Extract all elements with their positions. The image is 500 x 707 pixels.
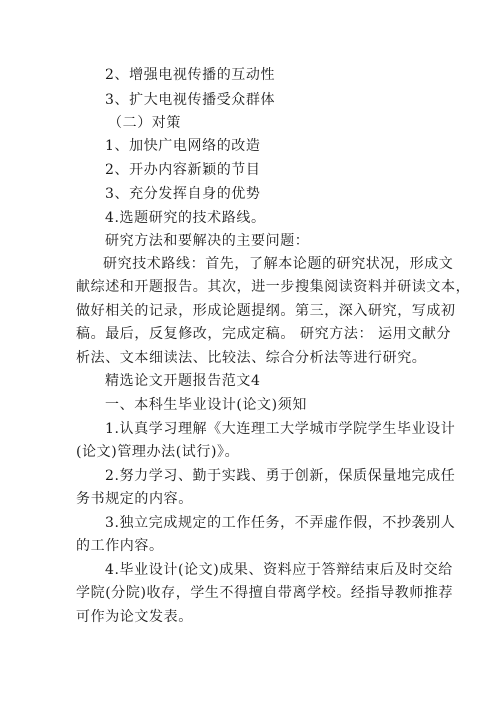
text-line: 3、扩大电视传播受众群体	[105, 92, 276, 108]
text-line: 研究方法和要解决的主要问题：	[105, 233, 310, 249]
paragraph-line: (论文)管理办法(试行)》。	[76, 444, 240, 460]
paragraph-line: 稿。最后，反复修改，完成定稿。 研究方法： 运用文献分	[76, 326, 452, 342]
section-heading: （二）对策	[108, 115, 181, 131]
paragraph-line: 献综述和开题报告。其次，进一步搜集阅读资料并研读文本，	[76, 279, 471, 295]
paragraph-line: 做好相关的记录，形成论题提纲。第三，深入研究，写成初	[76, 303, 456, 319]
text-line: 2、增强电视传播的互动性	[105, 67, 276, 83]
section-heading: 一、本科生毕业设计(论文)须知	[105, 397, 307, 413]
paragraph-line: 学院(分院)收存，学生不得擅自带离学校。经指导教师推荐	[76, 585, 454, 601]
paragraph-line: 3.独立完成规定的工作任务，不弄虚作假，不抄袭别人	[105, 515, 456, 531]
paragraph-line: 务书规定的内容。	[76, 491, 193, 507]
paragraph-line: 4.毕业设计(论文)成果、资料应于答辩结束后及时交给	[105, 562, 453, 578]
paragraph-line: 析法、文本细读法、比较法、综合分析法等进行研究。	[76, 350, 427, 366]
text-line: 2、开办内容新颖的节目	[105, 162, 261, 178]
paragraph-line: 研究技术路线：首先，了解本论题的研究状况，形成文	[103, 256, 454, 272]
text-line: 4.选题研究的技术路线。	[105, 210, 266, 226]
paragraph-line: 1.认真学习理解《大连理工大学城市学院学生毕业设计	[105, 421, 456, 437]
text-line: 1、加快广电网络的改造	[105, 138, 261, 154]
paragraph-line: 的工作内容。	[76, 538, 164, 554]
paragraph-line: 2.努力学习、勤于实践、勇于创新，保质保量地完成任	[105, 468, 456, 484]
text-line: 3、充分发挥自身的优势	[105, 186, 261, 202]
paragraph-line: 可作为论文发表。	[76, 609, 193, 625]
article-title: 精选论文开题报告范文4	[105, 373, 261, 389]
